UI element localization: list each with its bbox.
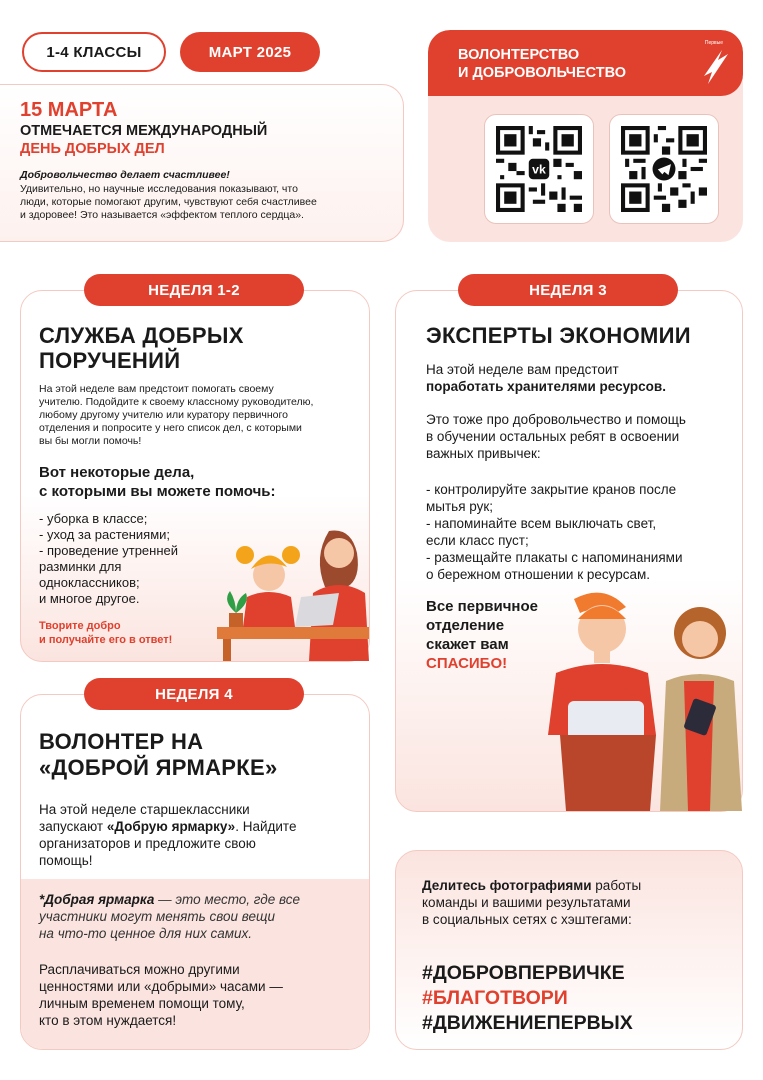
grade-label: 1-4 КЛАССЫ [46, 43, 142, 61]
week12-card [20, 290, 370, 662]
grade-badge [22, 32, 166, 72]
week12-title: СЛУЖБА ДОБРЫХ ПОРУЧЕНИЙ [39, 323, 244, 373]
week3-badge [458, 274, 678, 306]
teacher-girl-illustration [217, 501, 369, 661]
week4-note: *Добрая ярмарка — это место, где все участники могут менять свои вещи на что-то ценное для них самих. [39, 892, 301, 941]
brand-card [428, 30, 743, 242]
week4-pay: Расплачиваться можно другими ценностями или «добрыми» часами — личным временем помощи тому, кто в этом нуждается! [39, 962, 283, 1028]
qr-telegram[interactable] [609, 114, 719, 224]
week3-para2: Это тоже про добровольчество и помощь в обучении остальных ребят в освоении важных привычек: [426, 412, 686, 461]
hashtag-3[interactable]: #ДВИЖЕНИЕПЕРВЫХ [422, 1012, 633, 1034]
arrow-logo-icon [694, 46, 734, 86]
qr-code-icon [621, 126, 707, 212]
qr-vk[interactable] [484, 114, 594, 224]
week4-label: НЕДЕЛЯ 4 [155, 685, 233, 703]
intro-line2: ДЕНЬ ДОБРЫХ ДЕЛ [20, 141, 165, 157]
brand-title: ВОЛОНТЕРСТВО И ДОБРОВОЛЬЧЕСТВО [458, 47, 626, 81]
week12-list: - уборка в классе; - уход за растениями; - проведение утренней разминки для одноклассников; и многое другое. [39, 511, 179, 606]
intro-lead: Добровольчество делает счастливее! [20, 169, 230, 181]
week12-intro: На этой неделе вам предстоит помогать своему учителю. Подойдите к своему классному руководителю, любому другому учителю или куратору первичного отделения и попросите у него список дел, с которыми вы бы могли помочь! [39, 383, 314, 447]
share-text: Делитесь фотографиями работы команды и вашими результатами в социальных сетях с хэштегами: [422, 878, 642, 927]
date-label: МАРТ 2025 [208, 43, 292, 61]
week3-label: НЕДЕЛЯ 3 [529, 281, 607, 299]
week3-intro: На этой неделе вам предстоит поработать хранителями ресурсов. [426, 362, 666, 394]
week3-thanks: Все первичное отделение скажет вам СПАСИБО! [426, 598, 538, 672]
week4-card [20, 694, 370, 1050]
week12-cta: Творите добро и получайте его в ответ! [39, 620, 173, 646]
week4-title: ВОЛОНТЕР НА «ДОБРОЙ ЯРМАРКЕ» [39, 729, 278, 780]
hashtag-1[interactable]: #ДОБРОВПЕРВИЧКЕ [422, 962, 625, 984]
date-badge [180, 32, 320, 72]
hashtag-list [422, 961, 633, 1036]
intro-text: Удивительно, но научные исследования показывают, что люди, которые помогают другим, чувствуют себя счастливее и здоровее! Это называется «эффектом теплого сердца». [20, 183, 317, 221]
week3-card [395, 290, 743, 812]
intro-card [0, 84, 404, 242]
students-illustration [538, 589, 744, 811]
week4-badge [84, 678, 304, 710]
week4-intro: На этой неделе старшеклассники запускают «Добрую ярмарку». Найдите организаторов и предложите свою помощь! [39, 802, 297, 868]
hashtag-2[interactable]: #БЛАГОТВОРИ [422, 987, 568, 1009]
intro-date: 15 МАРТА [20, 99, 118, 121]
intro-line1: ОТМЕЧАЕТСЯ МЕЖДУНАРОДНЫЙ [20, 123, 268, 139]
week12-label: НЕДЕЛЯ 1-2 [148, 281, 240, 299]
week3-title: ЭКСПЕРТЫ ЭКОНОМИИ [426, 323, 691, 348]
brand-logo: Первые [694, 40, 734, 90]
share-card [395, 850, 743, 1050]
week12-badge [84, 274, 304, 306]
qr-code-icon [496, 126, 582, 212]
week3-list: - контролируйте закрытие кранов после мытья рук; - напоминайте всем выключать свет, если класс пуст; - размещайте плакаты с напоминаниями о бережном отношении к ресурсам. [426, 482, 683, 582]
week12-subtitle: Вот некоторые дела, с которыми вы можете помочь: [39, 464, 276, 500]
svg-text:vk: vk [532, 162, 546, 177]
